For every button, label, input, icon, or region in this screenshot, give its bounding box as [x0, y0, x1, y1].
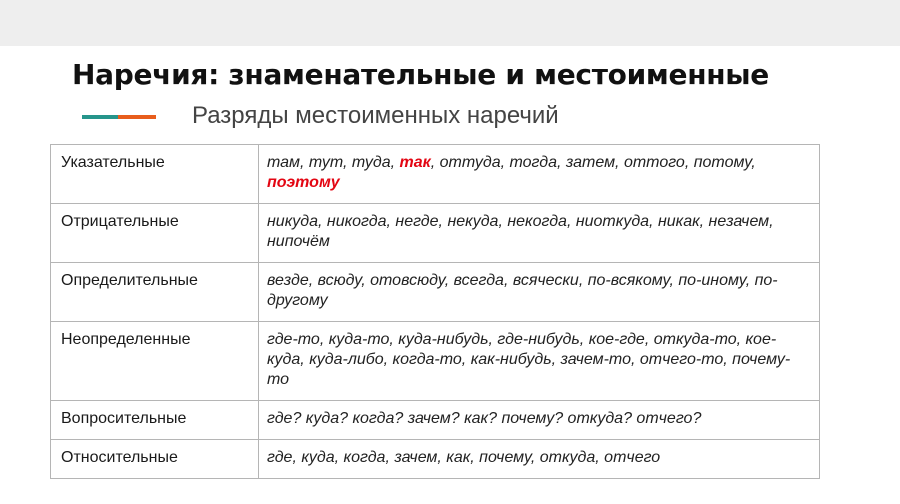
category-cell: Вопросительные [51, 401, 259, 440]
table-row [51, 204, 820, 263]
examples-text: , оттуда, тогда, затем, оттого, потому, [430, 154, 756, 171]
category-cell: Указательные [51, 145, 259, 204]
table-row [51, 440, 820, 479]
examples-cell: где, куда, когда, зачем, как, почему, откуда, отчего [259, 440, 820, 479]
category-cell: Определительные [51, 263, 259, 322]
highlighted-word: поэтому [267, 174, 340, 191]
category-cell: Относительные [51, 440, 259, 479]
title-accent-line [82, 115, 156, 119]
table-row [51, 401, 820, 440]
examples-cell: никуда, никогда, негде, некуда, некогда, ниоткуда, никак, незачем, нипочём [259, 204, 820, 263]
slide-title: Наречия: знаменательные и местоименные [72, 58, 769, 91]
examples-cell [259, 145, 820, 204]
accent-teal-segment [82, 115, 118, 119]
adverb-categories-table [50, 144, 820, 479]
highlighted-word: так [399, 154, 431, 171]
examples-cell: где? куда? когда? зачем? как? почему? откуда? отчего? [259, 401, 820, 440]
accent-orange-segment [118, 115, 156, 119]
examples-cell: где-то, куда-то, куда-нибудь, где-нибудь, кое-где, откуда-то, кое-куда, куда-либо, когда-то, как-нибудь, зачем-то, отчего-то, почему-то [259, 322, 820, 401]
top-bar [0, 0, 900, 46]
table-row [51, 145, 820, 204]
category-cell: Отрицательные [51, 204, 259, 263]
examples-cell: везде, всюду, отовсюду, всегда, всячески, по-всякому, по-иному, по-другому [259, 263, 820, 322]
category-cell: Неопределенные [51, 322, 259, 401]
table-row [51, 263, 820, 322]
slide-subtitle: Разряды местоименных наречий [192, 102, 559, 129]
examples-text: там, тут, туда, [267, 154, 400, 171]
table-row [51, 322, 820, 401]
